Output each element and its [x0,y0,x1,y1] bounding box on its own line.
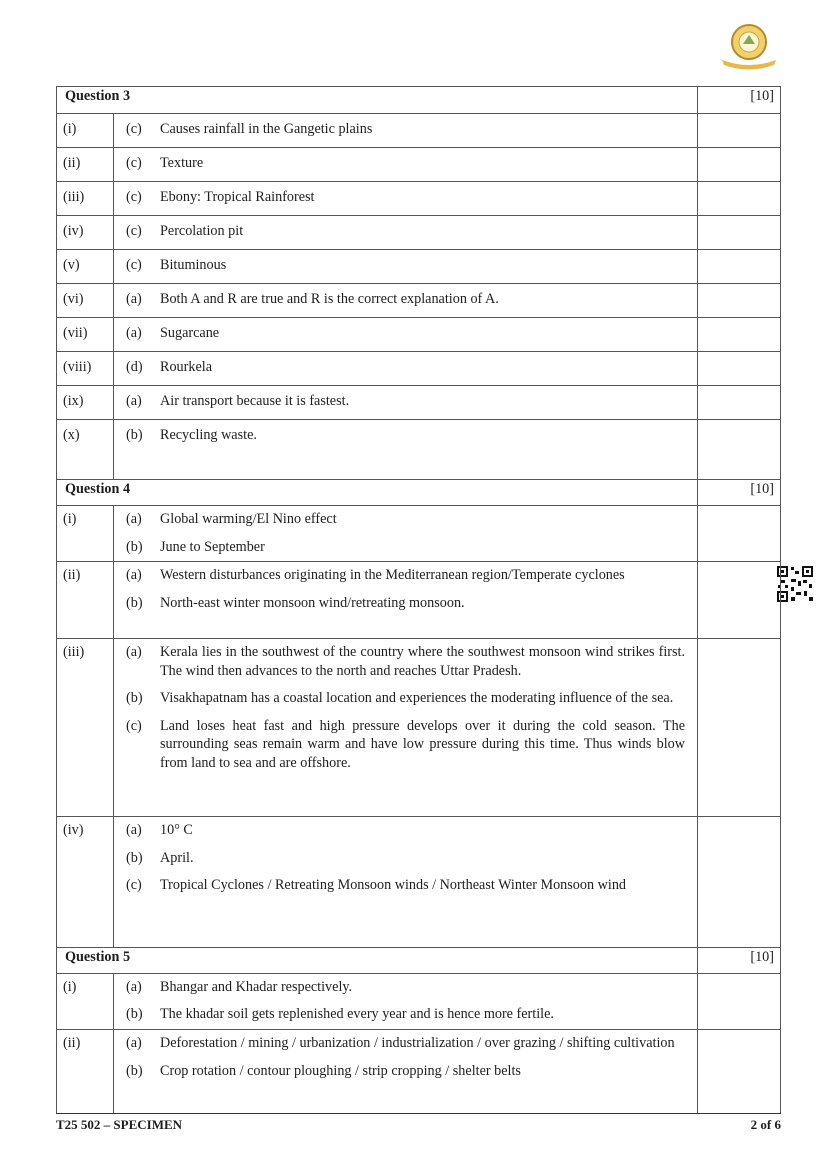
answer-row [57,817,781,948]
answer-text: Western disturbances originating in the Mediterranean region/Temperate cyclones [160,567,625,583]
question-number: (iv) [57,216,114,250]
question-number: (iii) [57,182,114,216]
sub-answer [120,358,691,377]
marks-cell [698,386,781,420]
sub-answer [120,538,691,557]
qr-code-icon [776,565,814,603]
sub-label: (a) [126,644,142,660]
answer-text: The khadar soil gets replenished every year and is hence more fertile. [160,1005,554,1022]
answer-text: Ebony: Tropical Rainforest [160,189,315,205]
sub-label: (a) [126,1035,142,1051]
answer-row [57,318,781,352]
answer-row [57,148,781,182]
sub-label: (d) [126,359,143,375]
sub-answer [120,188,691,207]
answer-cell [114,420,698,480]
marks-cell [698,506,781,562]
sub-label: (a) [126,822,142,838]
sub-answer [120,120,691,139]
question-header-row [57,948,781,974]
answer-text: Sugarcane [160,325,220,341]
answer-text: Crop rotation / contour ploughing / strip cropping / shelter belts [160,1062,521,1079]
answer-text: Bhangar and Khadar respectively. [160,979,353,995]
question-number: (i) [57,974,114,1030]
answer-text: 10° C [160,822,193,838]
answer-text: Recycling waste. [160,427,257,443]
answer-text: Tropical Cyclones / Retreating Monsoon winds / Northeast Winter Monsoon wind [160,877,627,893]
answer-cell [114,352,698,386]
sub-answer [120,290,691,309]
sub-label: (a) [126,325,142,341]
answer-cell [114,1030,698,1114]
sub-answer [120,876,691,895]
answer-text: Deforestation / mining / urbanization / industrialization / over grazing / shifting cultivation [160,1035,675,1051]
answer-cell [114,506,698,562]
sub-label: (c) [126,121,142,137]
answer-text: Percolation pit [160,223,244,239]
marks-cell [698,420,781,480]
question-title: Question 4 [57,480,698,506]
marks-cell [698,216,781,250]
answer-cell [114,182,698,216]
answer-row [57,506,781,562]
answer-text: June to September [160,538,265,555]
question-number: (ii) [57,1030,114,1114]
answer-text: Kerala lies in the southwest of the country where the southwest monsoon wind strikes first. The wind then advances to the north and reaches Uttar Pradesh. [160,644,685,679]
sub-answer [120,154,691,173]
answer-row [57,974,781,1030]
sub-label: (b) [126,1005,143,1022]
answer-cell [114,114,698,148]
question-number: (ii) [57,148,114,182]
marking-scheme-table [56,86,781,1114]
sub-label: (b) [126,427,143,443]
page-number: 2 of 6 [750,1117,781,1132]
sub-answer [120,978,691,997]
answer-row [57,352,781,386]
marks-cell [698,974,781,1030]
sub-answer [120,821,691,840]
sub-answer [120,222,691,241]
sub-label: (b) [126,1062,143,1079]
answer-cell [114,562,698,639]
answer-text: Visakhapatnam has a coastal location and experiences the moderating influence of the sea. [160,690,674,706]
page-footer [56,1113,781,1133]
sub-label: (a) [126,393,142,409]
answer-cell [114,386,698,420]
answer-cell [114,250,698,284]
answer-cell [114,974,698,1030]
question-number: (i) [57,114,114,148]
question-number: (v) [57,250,114,284]
answer-row [57,216,781,250]
question-number: (vi) [57,284,114,318]
answer-row [57,386,781,420]
answer-text: Land loses heat fast and high pressure develops over it during the cold season. The surrounding seas remain warm and have low pressure during this time. Thus winds blow from land to sea and are offshore. [160,717,685,771]
answer-row [57,284,781,318]
question-number: (viii) [57,352,114,386]
answer-text: Global warming/El Nino effect [160,511,337,527]
answer-cell [114,148,698,182]
answer-text: Texture [160,155,204,171]
answer-text: April. [160,849,194,866]
council-logo-icon [718,20,780,70]
answer-row [57,1030,781,1114]
question-marks: [10] [698,87,781,114]
sub-answer [120,849,691,868]
marks-cell [698,148,781,182]
marks-cell [698,250,781,284]
marks-cell [698,562,781,639]
answer-text: Bituminous [160,257,227,273]
sub-label: (a) [126,511,142,527]
marks-cell [698,284,781,318]
sub-answer [120,643,691,680]
sub-answer [120,426,691,445]
answer-cell [114,318,698,352]
question-header-row [57,87,781,114]
question-title: Question 5 [57,948,698,974]
marks-cell [698,352,781,386]
sub-answer [120,1034,691,1053]
answer-text: Causes rainfall in the Gangetic plains [160,121,373,137]
sub-answer [120,392,691,411]
question-number: (ii) [57,562,114,639]
answer-cell [114,216,698,250]
question-number: (iii) [57,639,114,817]
sub-label: (c) [126,877,142,893]
sub-label: (c) [126,155,142,171]
sub-answer [120,566,691,585]
sub-label: (c) [126,189,142,205]
sub-answer [120,1062,691,1081]
answer-text: North-east winter monsoon wind/retreating monsoon. [160,594,465,611]
answer-row [57,182,781,216]
sub-answer [120,1005,691,1024]
sub-label: (c) [126,223,142,239]
question-number: (ix) [57,386,114,420]
marks-cell [698,639,781,817]
answer-cell [114,817,698,948]
answer-row [57,250,781,284]
answer-text: Both A and R are true and R is the correct explanation of A. [160,291,499,307]
specimen-code: T25 502 – SPECIMEN [56,1117,183,1132]
sub-answer [120,510,691,529]
sub-answer [120,717,691,773]
question-marks: [10] [698,480,781,506]
answer-row [57,420,781,480]
sub-label: (a) [126,979,142,995]
sub-label: (b) [126,690,143,706]
sub-label: (b) [126,849,143,866]
marks-cell [698,817,781,948]
answer-row [57,562,781,639]
question-marks: [10] [698,948,781,974]
question-header-row [57,480,781,506]
answer-cell [114,284,698,318]
sub-label: (a) [126,291,142,307]
question-title: Question 3 [57,87,698,114]
sub-answer [120,594,691,613]
marks-cell [698,1030,781,1114]
question-number: (x) [57,420,114,480]
sub-answer [120,256,691,275]
sub-answer [120,689,691,708]
answer-text: Rourkela [160,359,213,375]
sub-label: (a) [126,567,142,583]
sub-answer [120,324,691,343]
marks-cell [698,318,781,352]
question-number: (iv) [57,817,114,948]
marks-cell [698,182,781,216]
answer-cell [114,639,698,817]
marks-cell [698,114,781,148]
answer-row [57,114,781,148]
answer-row [57,639,781,817]
sub-label: (b) [126,538,143,555]
sub-label: (b) [126,594,143,611]
sub-label: (c) [126,257,142,273]
question-number: (vii) [57,318,114,352]
question-number: (i) [57,506,114,562]
answer-text: Air transport because it is fastest. [160,393,350,409]
sub-label: (c) [126,717,142,734]
